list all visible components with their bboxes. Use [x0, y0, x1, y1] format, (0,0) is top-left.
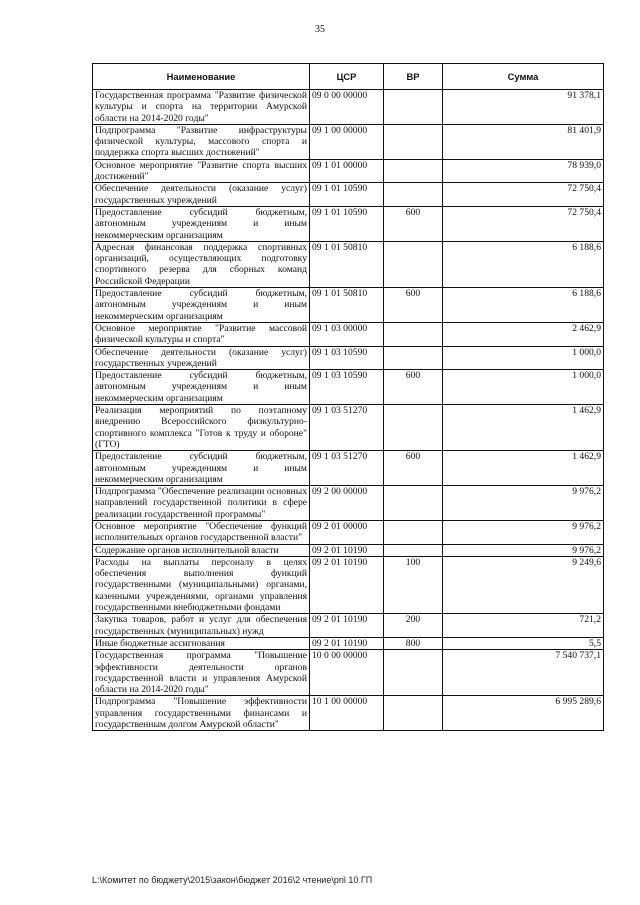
table-row — [93, 650, 604, 696]
row-csr-cell: 09 1 03 10590 — [310, 370, 384, 405]
table-row — [93, 288, 604, 323]
table-row — [93, 486, 604, 521]
table-row — [93, 520, 604, 544]
table-row — [93, 405, 604, 451]
row-vr-cell: 600 — [384, 451, 443, 486]
row-vr-cell: 800 — [384, 637, 443, 649]
budget-table — [92, 63, 604, 731]
row-name-cell: Государственная программа "Развитие физической культуры и спорта на территории Амурской области на 2014-2020 годы" — [93, 90, 310, 125]
header-name: Наименование — [93, 64, 310, 90]
row-csr-cell: 09 2 00 00000 — [310, 486, 384, 521]
table-row — [93, 696, 604, 731]
row-name-cell: Предоставление субсидий бюджетным, автономным учреждениям и иным некоммерческим организациям — [93, 206, 310, 241]
row-csr-cell: 09 1 01 50810 — [310, 288, 384, 323]
row-vr-cell — [384, 650, 443, 696]
row-vr-cell — [384, 346, 443, 370]
row-name-cell: Основное мероприятие "Обеспечение функций исполнительных органов государственной власти" — [93, 520, 310, 544]
row-name-cell: Подпрограмма "Обеспечение реализации основных направлений государственной политики в сфере реализации государственной программы" — [93, 486, 310, 521]
row-csr-cell: 09 2 01 10190 — [310, 614, 384, 638]
row-vr-cell — [384, 159, 443, 183]
row-sum-cell: 1 000,0 — [443, 346, 604, 370]
table-row — [93, 614, 604, 638]
row-csr-cell: 09 1 01 00000 — [310, 159, 384, 183]
row-sum-cell: 6 188,6 — [443, 241, 604, 287]
row-sum-cell: 2 462,9 — [443, 322, 604, 346]
header-csr: ЦСР — [310, 64, 384, 90]
row-name-cell: Иные бюджетные ассигнования — [93, 637, 310, 649]
row-vr-cell — [384, 90, 443, 125]
row-csr-cell: 09 1 03 00000 — [310, 322, 384, 346]
row-sum-cell: 9 976,2 — [443, 486, 604, 521]
row-csr-cell: 09 2 01 00000 — [310, 520, 384, 544]
row-sum-cell: 1 462,9 — [443, 451, 604, 486]
row-sum-cell: 1 000,0 — [443, 370, 604, 405]
row-vr-cell — [384, 520, 443, 544]
table-row — [93, 206, 604, 241]
table-row — [93, 183, 604, 207]
row-sum-cell: 9 249,6 — [443, 556, 604, 613]
row-csr-cell: 09 1 03 51270 — [310, 451, 384, 486]
row-name-cell: Содержание органов исполнительной власти — [93, 544, 310, 556]
row-name-cell: Обеспечение деятельности (оказание услуг) государственных учреждений — [93, 183, 310, 207]
row-csr-cell: 09 1 01 50810 — [310, 241, 384, 287]
row-csr-cell: 09 2 01 10190 — [310, 544, 384, 556]
row-vr-cell: 600 — [384, 370, 443, 405]
row-vr-cell — [384, 322, 443, 346]
row-name-cell: Предоставление субсидий бюджетным, автономным учреждениям и иным некоммерческим организациям — [93, 370, 310, 405]
table-row — [93, 556, 604, 613]
row-sum-cell: 7 540 737,1 — [443, 650, 604, 696]
row-sum-cell: 78 939,0 — [443, 159, 604, 183]
row-vr-cell: 200 — [384, 614, 443, 638]
header-vr: ВР — [384, 64, 443, 90]
table-row — [93, 637, 604, 649]
row-name-cell: Государственная программа "Повышение эффективности деятельности органов государственной власти и управления Амурской области на 2014-2020 годы" — [93, 650, 310, 696]
row-name-cell: Обеспечение деятельности (оказание услуг) государственных учреждений — [93, 346, 310, 370]
table-row — [93, 159, 604, 183]
row-csr-cell: 09 1 03 10590 — [310, 346, 384, 370]
row-sum-cell: 9 976,2 — [443, 520, 604, 544]
row-sum-cell: 6 188,6 — [443, 288, 604, 323]
row-vr-cell — [384, 544, 443, 556]
row-name-cell: Основное мероприятие "Развитие массовой физической культуры и спорта" — [93, 322, 310, 346]
table-row — [93, 544, 604, 556]
row-csr-cell: 09 1 01 10590 — [310, 206, 384, 241]
table-row — [93, 451, 604, 486]
row-sum-cell: 81 401,9 — [443, 124, 604, 159]
row-csr-cell: 10 0 00 00000 — [310, 650, 384, 696]
row-name-cell: Закупка товаров, работ и услуг для обеспечения государственных (муниципальных) нужд — [93, 614, 310, 638]
row-name-cell: Реализация мероприятий по поэтапному внедрению Всероссийского физкультурно-спортивного комплекса "Готов к труду и обороне" (ГТО) — [93, 405, 310, 451]
row-csr-cell: 09 1 00 00000 — [310, 124, 384, 159]
row-vr-cell — [384, 124, 443, 159]
row-csr-cell: 09 2 01 10190 — [310, 556, 384, 613]
row-vr-cell: 100 — [384, 556, 443, 613]
row-vr-cell: 600 — [384, 288, 443, 323]
header-sum: Сумма — [443, 64, 604, 90]
table-row — [93, 370, 604, 405]
row-name-cell: Подпрограмма "Повышение эффективности управления государственными финансами и государственным долгом Амурской области" — [93, 696, 310, 731]
row-csr-cell: 09 1 01 10590 — [310, 183, 384, 207]
table-header-row — [93, 64, 604, 90]
row-csr-cell: 09 2 01 10190 — [310, 637, 384, 649]
row-sum-cell: 5,5 — [443, 637, 604, 649]
row-name-cell: Подпрограмма "Развитие инфраструктуры физической культуры, массового спорта и поддержка спорта высших достижений" — [93, 124, 310, 159]
row-name-cell: Предоставление субсидий бюджетным, автономным учреждениям и иным некоммерческим организациям — [93, 288, 310, 323]
row-name-cell: Предоставление субсидий бюджетным, автономным учреждениям и иным некоммерческим организациям — [93, 451, 310, 486]
table-row — [93, 90, 604, 125]
row-name-cell: Основное мероприятие "Развитие спорта высших достижений" — [93, 159, 310, 183]
table-body — [93, 90, 604, 731]
row-vr-cell — [384, 405, 443, 451]
row-name-cell: Расходы на выплаты персоналу в целях обеспечения выполнения функций государственными (муниципальными) органами, казенными учреждениями, органами управления государственными внебюджетными фондами — [93, 556, 310, 613]
row-vr-cell — [384, 183, 443, 207]
row-csr-cell: 09 1 03 51270 — [310, 405, 384, 451]
row-name-cell: Адресная финансовая поддержка спортивных организаций, осуществляющих подготовку спортивного резерва для сборных команд Российской Федерации — [93, 241, 310, 287]
table-row — [93, 346, 604, 370]
row-sum-cell: 6 995 289,6 — [443, 696, 604, 731]
row-sum-cell: 72 750,4 — [443, 183, 604, 207]
row-csr-cell: 10 1 00 00000 — [310, 696, 384, 731]
page-number: 35 — [315, 24, 325, 35]
table-row — [93, 124, 604, 159]
table-row — [93, 241, 604, 287]
row-vr-cell — [384, 241, 443, 287]
row-sum-cell: 1 462,9 — [443, 405, 604, 451]
row-sum-cell: 72 750,4 — [443, 206, 604, 241]
row-vr-cell — [384, 486, 443, 521]
row-vr-cell — [384, 696, 443, 731]
row-sum-cell: 9 976,2 — [443, 544, 604, 556]
row-csr-cell: 09 0 00 00000 — [310, 90, 384, 125]
table-row — [93, 322, 604, 346]
file-path-footer: L:\Комитет по бюджету\2015\закон\бюджет 2016\2 чтение\pril 10 ГП — [92, 875, 373, 885]
row-sum-cell: 91 378,1 — [443, 90, 604, 125]
row-vr-cell: 600 — [384, 206, 443, 241]
row-sum-cell: 721,2 — [443, 614, 604, 638]
